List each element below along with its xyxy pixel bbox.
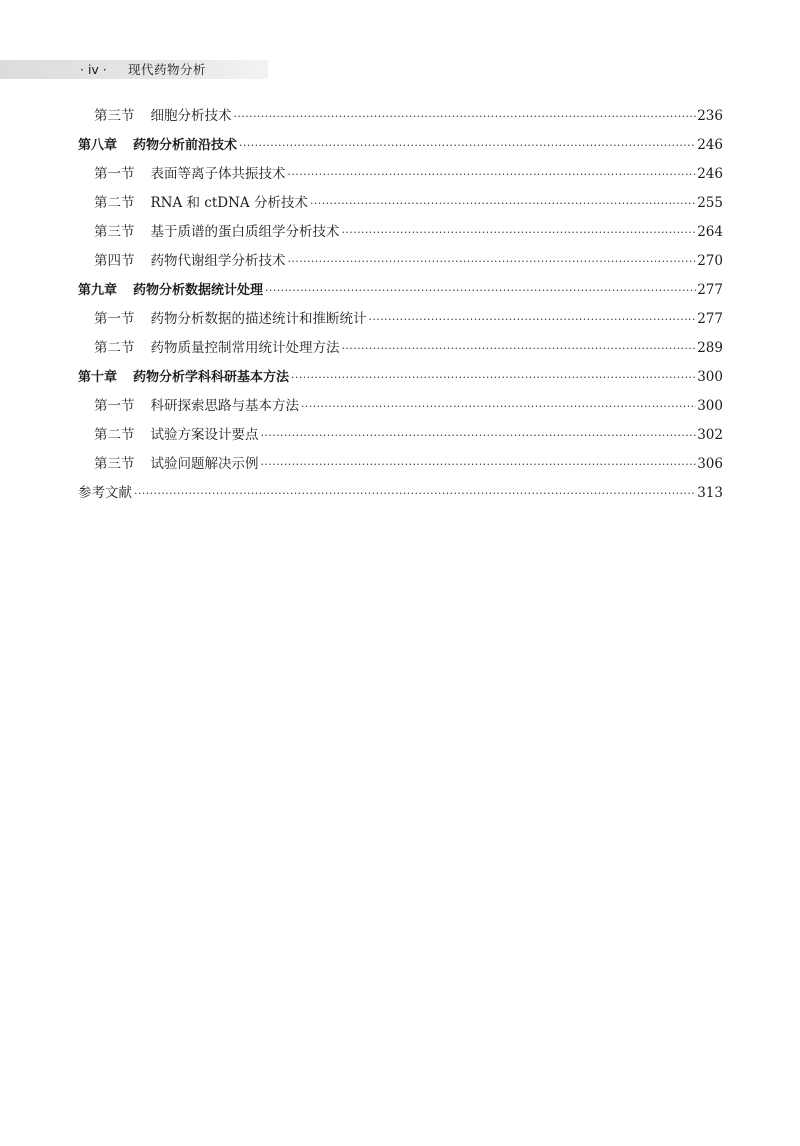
toc-entry-page: 236: [697, 108, 723, 124]
table-of-contents: [78, 105, 723, 511]
toc-entry-page: 277: [697, 282, 723, 298]
dot-leader: [301, 396, 696, 418]
toc-entry[interactable]: [78, 308, 723, 337]
running-head-title: 现代药物分析: [128, 62, 207, 77]
toc-entry-page: 306: [697, 456, 723, 472]
toc-entry-number: 第九章: [78, 283, 118, 298]
toc-entry-title: 药物代谢组学分析技术: [150, 253, 286, 269]
toc-entry-number: 第一节: [94, 311, 135, 327]
toc-entry-number: 第八章: [78, 138, 118, 153]
dot-leader: [342, 338, 697, 360]
toc-entry[interactable]: [78, 163, 723, 192]
page-number-label: · iv ·: [80, 62, 107, 77]
toc-entry-title: 药物分析学科科研基本方法: [133, 370, 290, 385]
toc-entry[interactable]: [78, 105, 723, 134]
toc-entry-page: 255: [697, 195, 723, 211]
toc-entry-title: 药物分析数据统计处理: [133, 283, 264, 298]
toc-entry[interactable]: [78, 134, 723, 163]
dot-leader: [369, 309, 697, 331]
toc-entry[interactable]: [78, 424, 723, 453]
toc-entry-page: 302: [697, 427, 723, 443]
dot-leader: [288, 164, 697, 186]
toc-entry-page: 313: [697, 485, 723, 501]
dot-leader: [134, 483, 696, 505]
toc-entry-title: 科研探索思路与基本方法: [150, 398, 299, 414]
toc-entry-title: 表面等离子体共振技术: [150, 166, 286, 182]
toc-entry-number: 第十章: [78, 370, 118, 385]
toc-entry-title: 基于质谱的蛋白质组学分析技术: [150, 224, 340, 240]
toc-entry-page: 277: [697, 311, 723, 327]
toc-entry-title: 药物分析数据的描述统计和推断统计: [150, 311, 367, 327]
toc-entry[interactable]: [78, 453, 723, 482]
toc-entry-number: 第一节: [94, 398, 135, 414]
toc-entry[interactable]: [78, 366, 723, 395]
toc-entry[interactable]: [78, 221, 723, 250]
toc-entry-number: 第二节: [94, 427, 135, 443]
toc-entry-page: 300: [697, 369, 723, 385]
dot-leader: [261, 454, 697, 476]
toc-entry-title: 参考文献: [78, 485, 132, 501]
toc-entry-number: 第二节: [94, 195, 135, 211]
toc-entry-title: 试验问题解决示例: [150, 456, 259, 472]
dot-leader: [291, 367, 696, 389]
toc-entry-page: 300: [697, 398, 723, 414]
toc-entry[interactable]: [78, 250, 723, 279]
toc-entry-title: 细胞分析技术: [150, 108, 232, 124]
toc-entry-number: 第三节: [94, 108, 135, 124]
dot-leader: [288, 251, 697, 273]
dot-leader: [265, 280, 696, 302]
dot-leader: [342, 222, 697, 244]
toc-entry[interactable]: [78, 337, 723, 366]
toc-entry-number: 第一节: [94, 166, 135, 182]
toc-entry-number: 第三节: [94, 224, 135, 240]
toc-entry-page: 270: [697, 253, 723, 269]
toc-entry[interactable]: [78, 279, 723, 308]
toc-entry-title: 药物分析前沿技术: [133, 138, 238, 153]
toc-entry[interactable]: [78, 192, 723, 221]
toc-entry-title: 试验方案设计要点: [150, 427, 259, 443]
toc-entry-page: 289: [697, 340, 723, 356]
toc-entry-title: 药物质量控制常用统计处理方法: [150, 340, 340, 356]
toc-entry-title: RNA 和 ctDNA 分析技术: [150, 195, 308, 211]
toc-entry-number: 第三节: [94, 456, 135, 472]
dot-leader: [234, 106, 697, 128]
dot-leader: [261, 425, 697, 447]
toc-entry-number: 第四节: [94, 253, 135, 269]
toc-entry-page: 246: [697, 166, 723, 182]
toc-entry-page: 246: [697, 137, 723, 153]
toc-entry-number: 第二节: [94, 340, 135, 356]
toc-entry-page: 264: [697, 224, 723, 240]
dot-leader: [310, 193, 696, 215]
toc-entry[interactable]: [78, 395, 723, 424]
toc-entry[interactable]: [78, 482, 723, 511]
dot-leader: [239, 135, 696, 157]
